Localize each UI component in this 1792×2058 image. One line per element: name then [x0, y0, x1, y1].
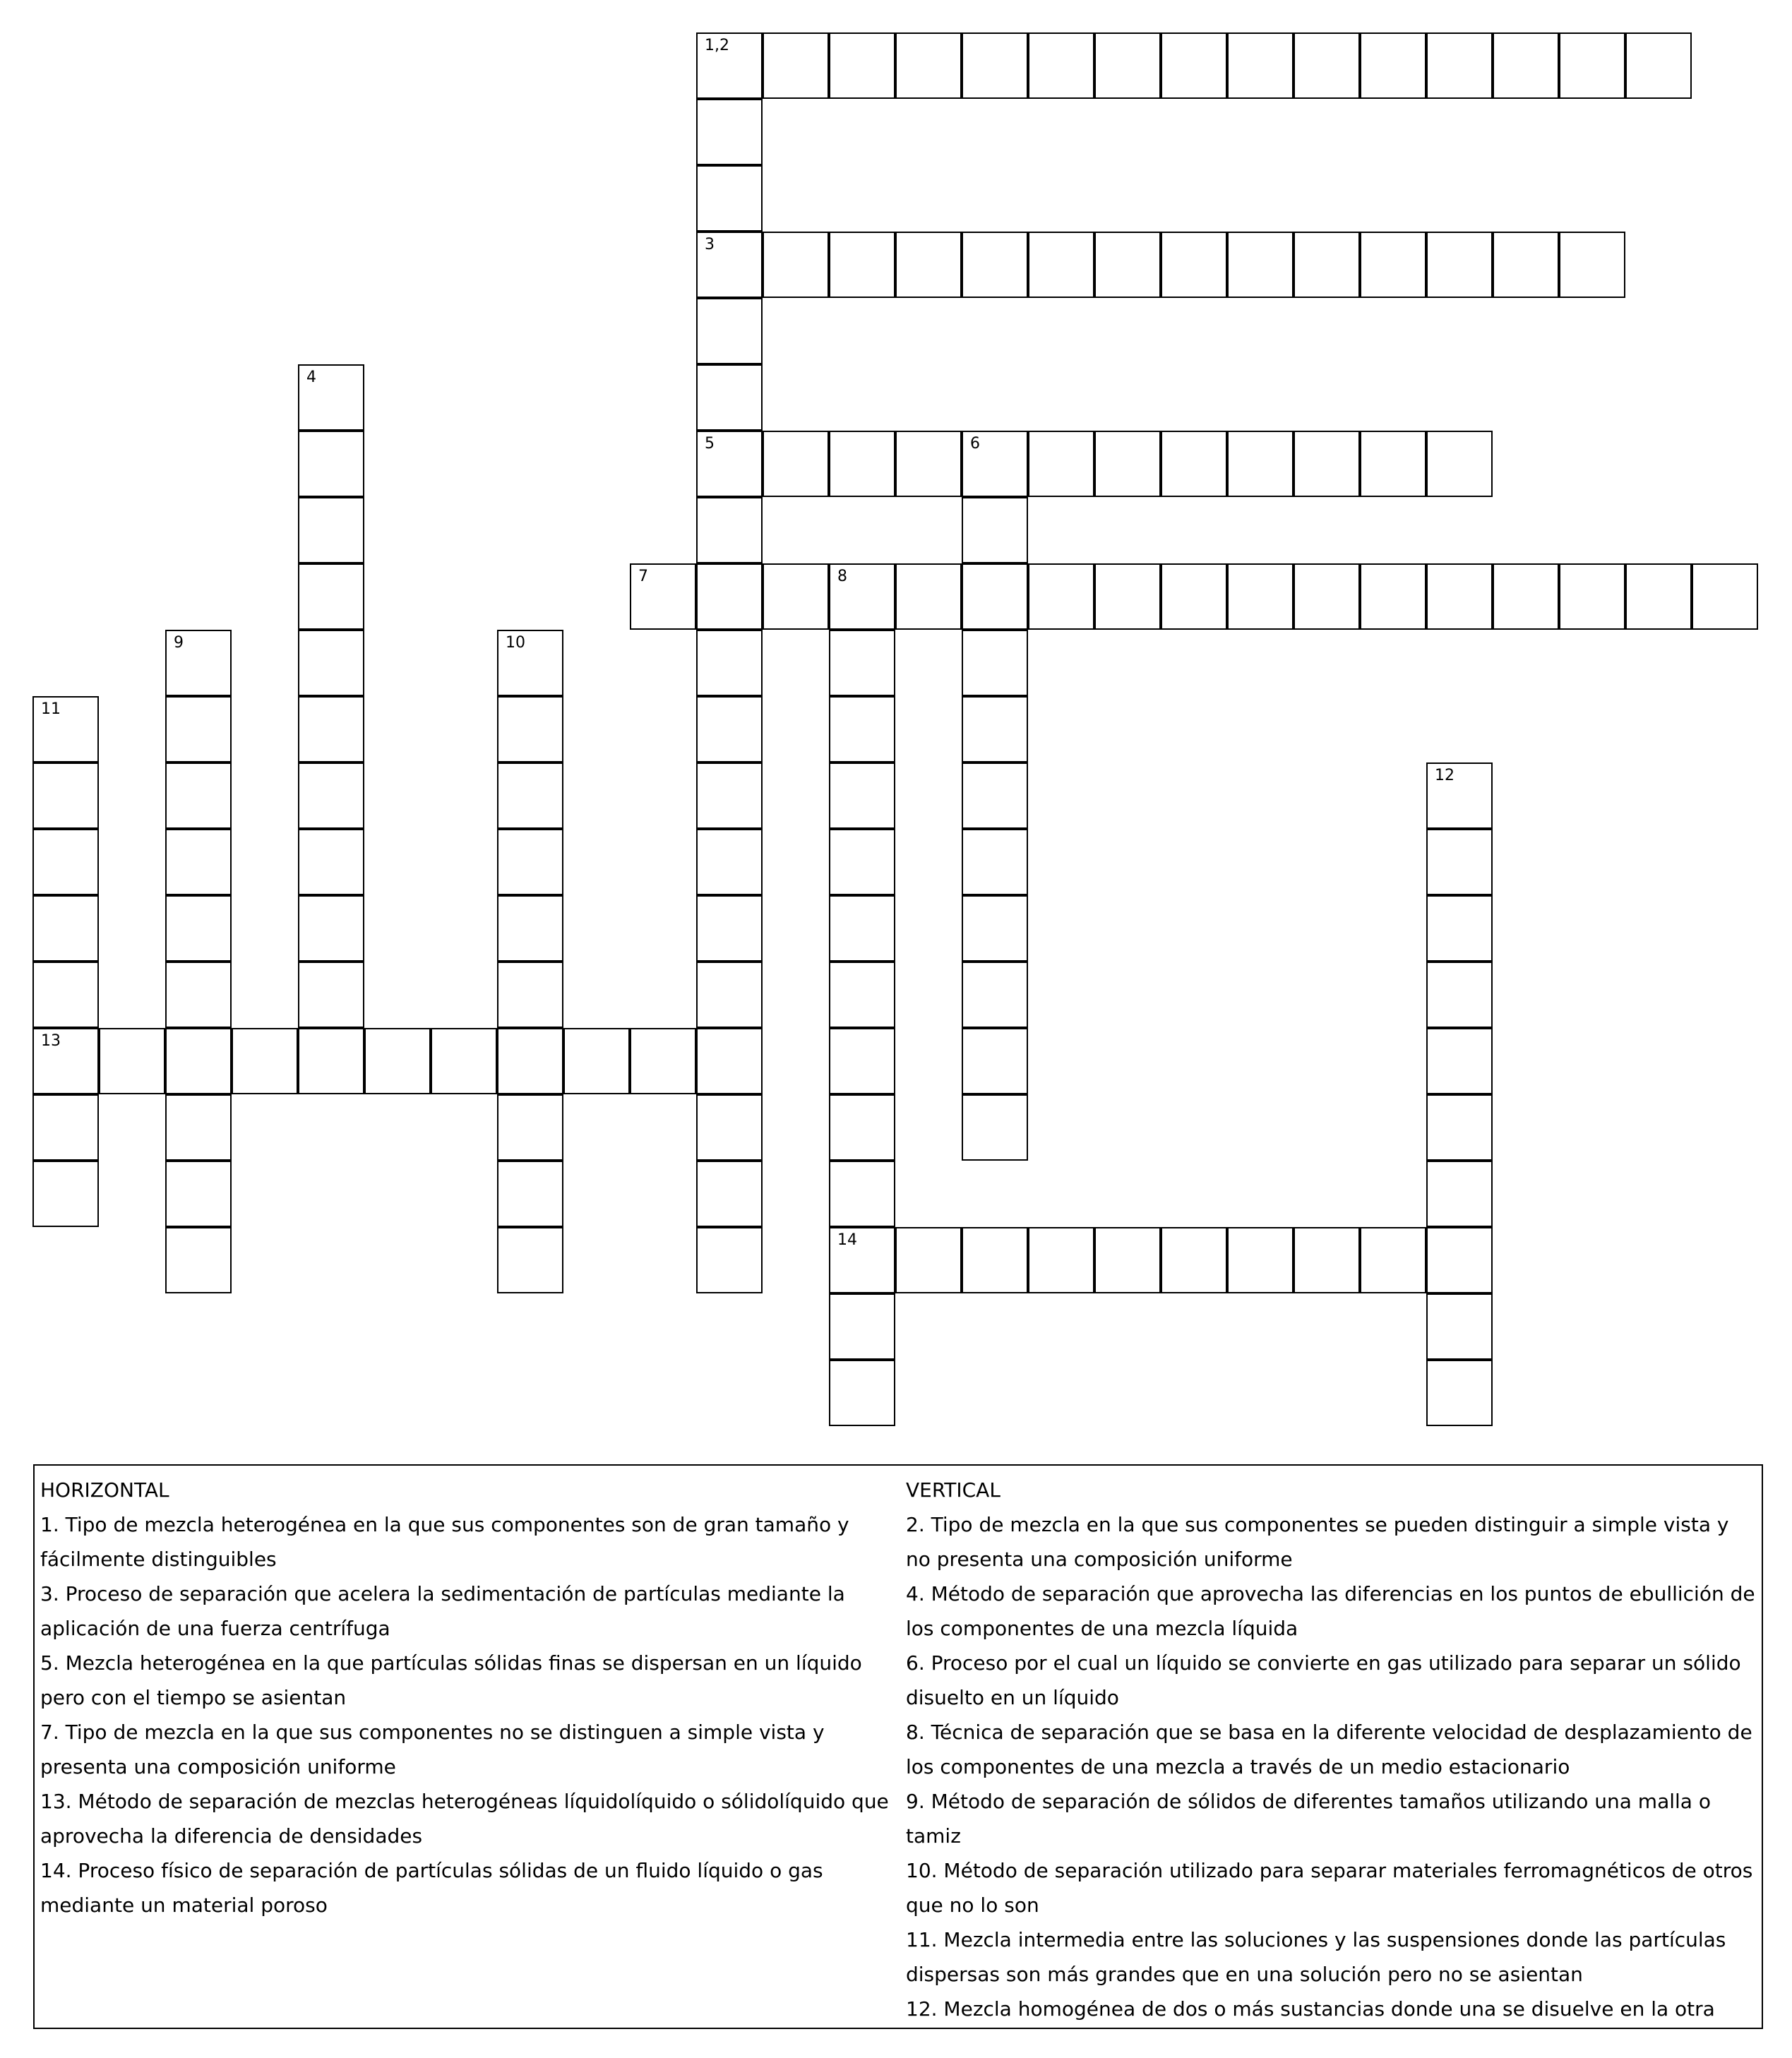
grid-cell[interactable]	[829, 232, 895, 298]
grid-cell[interactable]	[829, 1028, 895, 1094]
clues-box	[33, 1464, 1763, 2029]
grid-cell[interactable]	[696, 696, 763, 762]
grid-cell[interactable]	[497, 829, 563, 895]
clue-vertical-2: 2. Tipo de mezcla en la que sus componentes se pueden distinguir a simple vista y no presenta una composición uniforme	[906, 1513, 1729, 1571]
grid-cell[interactable]	[1426, 1227, 1493, 1293]
grid-cell[interactable]	[829, 895, 895, 962]
grid-cell[interactable]	[829, 962, 895, 1028]
grid-cell[interactable]	[1227, 563, 1294, 630]
grid-cell[interactable]	[895, 32, 962, 99]
clue-horizontal-3: 3. Proceso de separación que acelera la sedimentación de partículas mediante la aplicación de una fuerza centrífuga	[40, 1582, 845, 1640]
horizontal-heading: HORIZONTAL	[40, 1478, 169, 1502]
grid-cell[interactable]	[1360, 1227, 1426, 1293]
grid-cell[interactable]	[1227, 232, 1294, 298]
clue-horizontal-13: 13. Método de separación de mezclas heterogéneas líquidolíquido o sólidolíquido que aprovecha la diferencia de densidades	[40, 1790, 889, 1848]
grid-cell[interactable]	[1493, 563, 1559, 630]
vertical-clues	[906, 1473, 1757, 2026]
grid-cell[interactable]	[829, 1293, 895, 1360]
grid-cell[interactable]	[1426, 1028, 1493, 1094]
grid-cell[interactable]	[1360, 431, 1426, 497]
grid-cell[interactable]	[696, 232, 763, 298]
grid-cell[interactable]	[298, 762, 364, 829]
grid-cell[interactable]	[298, 563, 364, 630]
grid-cell[interactable]	[696, 563, 763, 630]
grid-cell[interactable]	[1294, 32, 1360, 99]
grid-cell[interactable]	[1294, 1227, 1360, 1293]
grid-cell[interactable]	[1227, 431, 1294, 497]
clue-vertical-9: 9. Método de separación de sólidos de diferentes tamaños utilizando una malla o tamiz	[906, 1790, 1711, 1848]
grid-cell[interactable]	[1094, 32, 1161, 99]
grid-cell[interactable]	[1360, 563, 1426, 630]
grid-cell[interactable]	[1625, 32, 1692, 99]
grid-cell[interactable]	[1426, 1360, 1493, 1426]
clue-number: 9	[174, 634, 184, 652]
grid-cell[interactable]	[829, 32, 895, 99]
grid-cell[interactable]	[895, 1227, 962, 1293]
grid-cell[interactable]	[630, 1028, 696, 1094]
grid-cell[interactable]	[32, 762, 99, 829]
clue-number: 8	[837, 568, 847, 585]
grid-cell[interactable]	[1426, 1094, 1493, 1161]
grid-cell[interactable]	[165, 630, 232, 696]
grid-cell[interactable]	[1559, 32, 1625, 99]
clue-horizontal-14: 14. Proceso físico de separación de partículas sólidas de un fluido líquido o gas mediante un material poroso	[40, 1859, 823, 1917]
grid-cell[interactable]	[829, 1161, 895, 1227]
grid-cell[interactable]	[497, 1161, 563, 1227]
grid-cell[interactable]	[298, 696, 364, 762]
clue-vertical-6: 6. Proceso por el cual un líquido se convierte en gas utilizado para separar un sólido disuelto en un líquido	[906, 1651, 1741, 1709]
grid-cell[interactable]	[829, 696, 895, 762]
grid-cell[interactable]	[829, 1094, 895, 1161]
grid-cell[interactable]	[563, 1028, 630, 1094]
grid-cell[interactable]	[497, 696, 563, 762]
grid-cell[interactable]	[1493, 232, 1559, 298]
grid-cell[interactable]	[32, 962, 99, 1028]
grid-cell[interactable]	[32, 1028, 99, 1094]
grid-cell[interactable]	[32, 696, 99, 762]
clue-number: 14	[837, 1231, 857, 1249]
grid-cell[interactable]	[829, 1360, 895, 1426]
grid-cell[interactable]	[829, 762, 895, 829]
grid-cell[interactable]	[696, 1227, 763, 1293]
grid-cell[interactable]	[298, 895, 364, 962]
grid-cell[interactable]	[829, 563, 895, 630]
grid-cell[interactable]	[1294, 431, 1360, 497]
grid-cell[interactable]	[1094, 431, 1161, 497]
grid-cell[interactable]	[763, 232, 829, 298]
grid-cell[interactable]	[962, 497, 1028, 563]
grid-cell[interactable]	[497, 1028, 563, 1094]
grid-cell[interactable]	[32, 895, 99, 962]
grid-cell[interactable]	[32, 829, 99, 895]
grid-cell[interactable]	[1227, 32, 1294, 99]
grid-cell[interactable]	[1426, 1161, 1493, 1227]
grid-cell[interactable]	[962, 1028, 1028, 1094]
clue-number: 7	[638, 568, 648, 585]
clue-number: 6	[970, 435, 980, 453]
clue-number: 13	[41, 1032, 61, 1050]
grid-cell[interactable]	[1028, 232, 1094, 298]
grid-cell[interactable]	[1094, 232, 1161, 298]
grid-cell[interactable]	[962, 1227, 1028, 1293]
grid-cell[interactable]	[763, 563, 829, 630]
grid-cell[interactable]	[1426, 431, 1493, 497]
grid-cell[interactable]	[696, 962, 763, 1028]
grid-cell[interactable]	[497, 762, 563, 829]
grid-cell[interactable]	[1227, 1227, 1294, 1293]
grid-cell[interactable]	[696, 829, 763, 895]
grid-cell[interactable]	[1426, 895, 1493, 962]
horizontal-clues	[40, 1473, 895, 1922]
grid-cell[interactable]	[829, 1227, 895, 1293]
clue-horizontal-1: 1. Tipo de mezcla heterogénea en la que sus componentes son de gran tamaño y fácilmente distinguibles	[40, 1513, 849, 1571]
grid-cell[interactable]	[1426, 762, 1493, 829]
grid-cell[interactable]	[1161, 232, 1227, 298]
grid-cell[interactable]	[1028, 563, 1094, 630]
grid-cell[interactable]	[1692, 563, 1758, 630]
grid-cell[interactable]	[165, 762, 232, 829]
grid-cell[interactable]	[1426, 32, 1493, 99]
grid-cell[interactable]	[696, 431, 763, 497]
grid-cell[interactable]	[895, 431, 962, 497]
grid-cell[interactable]	[165, 1028, 232, 1094]
grid-cell[interactable]	[962, 829, 1028, 895]
grid-cell[interactable]	[1426, 563, 1493, 630]
grid-cell[interactable]	[497, 962, 563, 1028]
grid-cell[interactable]	[32, 1094, 99, 1161]
grid-cell[interactable]	[1625, 563, 1692, 630]
clue-number: 1,2	[705, 37, 729, 54]
clue-vertical-11: 11. Mezcla intermedia entre las soluciones y las suspensiones donde las partículas dispersas son más grandes que en una solución pero no se asientan	[906, 1928, 1726, 1986]
clue-vertical-12: 12. Mezcla homogénea de dos o más sustancias donde una se disuelve en la otra	[906, 1997, 1715, 2021]
grid-cell[interactable]	[696, 630, 763, 696]
grid-cell[interactable]	[696, 762, 763, 829]
grid-cell[interactable]	[962, 563, 1028, 630]
grid-cell[interactable]	[497, 630, 563, 696]
grid-cell[interactable]	[1094, 1227, 1161, 1293]
grid-cell[interactable]	[1360, 32, 1426, 99]
grid-cell[interactable]	[298, 962, 364, 1028]
grid-cell[interactable]	[165, 1161, 232, 1227]
grid-cell[interactable]	[895, 232, 962, 298]
clue-horizontal-5: 5. Mezcla heterogénea en la que partículas sólidas finas se dispersan en un líquido pero con el tiempo se asientan	[40, 1651, 862, 1709]
grid-cell[interactable]	[962, 1094, 1028, 1161]
grid-cell[interactable]	[696, 165, 763, 232]
grid-cell[interactable]	[298, 364, 364, 431]
grid-cell[interactable]	[1426, 829, 1493, 895]
grid-cell[interactable]	[763, 32, 829, 99]
grid-cell[interactable]	[298, 1028, 364, 1094]
grid-cell[interactable]	[1559, 232, 1625, 298]
grid-cell[interactable]	[962, 696, 1028, 762]
grid-cell[interactable]	[962, 232, 1028, 298]
grid-cell[interactable]	[696, 895, 763, 962]
grid-cell[interactable]	[895, 563, 962, 630]
grid-cell[interactable]	[1426, 1293, 1493, 1360]
grid-cell[interactable]	[962, 630, 1028, 696]
grid-cell[interactable]	[829, 630, 895, 696]
grid-cell[interactable]	[696, 364, 763, 431]
grid-cell[interactable]	[696, 298, 763, 364]
grid-cell[interactable]	[32, 1161, 99, 1227]
clue-number: 4	[306, 369, 316, 386]
grid-cell[interactable]	[1493, 32, 1559, 99]
clue-number: 11	[41, 700, 61, 718]
grid-cell[interactable]	[497, 895, 563, 962]
grid-cell[interactable]	[1161, 32, 1227, 99]
grid-cell[interactable]	[696, 99, 763, 165]
clue-vertical-4: 4. Método de separación que aprovecha las diferencias en los puntos de ebullición de los componentes de una mezcla líquida	[906, 1582, 1755, 1640]
vertical-heading: VERTICAL	[906, 1478, 1000, 1502]
grid-cell[interactable]	[1161, 431, 1227, 497]
grid-cell[interactable]	[696, 1094, 763, 1161]
clue-number: 5	[705, 435, 715, 453]
grid-cell[interactable]	[165, 962, 232, 1028]
grid-cell[interactable]	[364, 1028, 431, 1094]
grid-cell[interactable]	[298, 431, 364, 497]
grid-cell[interactable]	[99, 1028, 165, 1094]
grid-cell[interactable]	[165, 1094, 232, 1161]
grid-cell[interactable]	[431, 1028, 497, 1094]
clue-number: 10	[506, 634, 525, 652]
grid-cell[interactable]	[1559, 563, 1625, 630]
grid-cell[interactable]	[630, 563, 696, 630]
grid-cell[interactable]	[696, 32, 763, 99]
grid-cell[interactable]	[962, 32, 1028, 99]
grid-cell[interactable]	[962, 431, 1028, 497]
grid-cell[interactable]	[829, 431, 895, 497]
grid-cell[interactable]	[962, 762, 1028, 829]
grid-cell[interactable]	[696, 1161, 763, 1227]
grid-cell[interactable]	[763, 431, 829, 497]
grid-cell[interactable]	[1094, 563, 1161, 630]
grid-cell[interactable]	[165, 829, 232, 895]
grid-cell[interactable]	[1426, 962, 1493, 1028]
grid-cell[interactable]	[232, 1028, 298, 1094]
clue-vertical-10: 10. Método de separación utilizado para separar materiales ferromagnéticos de otros que no lo son	[906, 1859, 1753, 1917]
grid-cell[interactable]	[497, 1227, 563, 1293]
grid-cell[interactable]	[696, 497, 763, 563]
clue-vertical-8: 8. Técnica de separación que se basa en la diferente velocidad de desplazamiento de los componentes de una mezcla a través de un medio estacionario	[906, 1721, 1752, 1778]
clue-number: 3	[705, 236, 715, 253]
grid-cell[interactable]	[165, 1227, 232, 1293]
grid-cell[interactable]	[1360, 232, 1426, 298]
grid-cell[interactable]	[696, 1028, 763, 1094]
grid-cell[interactable]	[298, 630, 364, 696]
grid-cell[interactable]	[1426, 232, 1493, 298]
grid-cell[interactable]	[165, 696, 232, 762]
grid-cell[interactable]	[165, 895, 232, 962]
grid-cell[interactable]	[829, 829, 895, 895]
grid-cell[interactable]	[962, 895, 1028, 962]
grid-cell[interactable]	[1028, 431, 1094, 497]
grid-cell[interactable]	[1294, 232, 1360, 298]
clue-horizontal-7: 7. Tipo de mezcla en la que sus componentes no se distinguen a simple vista y presenta una composición uniforme	[40, 1721, 825, 1778]
grid-cell[interactable]	[962, 962, 1028, 1028]
clue-number: 12	[1435, 767, 1454, 784]
grid-cell[interactable]	[298, 497, 364, 563]
grid-cell[interactable]	[298, 829, 364, 895]
grid-cell[interactable]	[497, 1094, 563, 1161]
grid-cell[interactable]	[1028, 1227, 1094, 1293]
grid-cell[interactable]	[1294, 563, 1360, 630]
grid-cell[interactable]	[1161, 563, 1227, 630]
grid-cell[interactable]	[1028, 32, 1094, 99]
grid-cell[interactable]	[1161, 1227, 1227, 1293]
